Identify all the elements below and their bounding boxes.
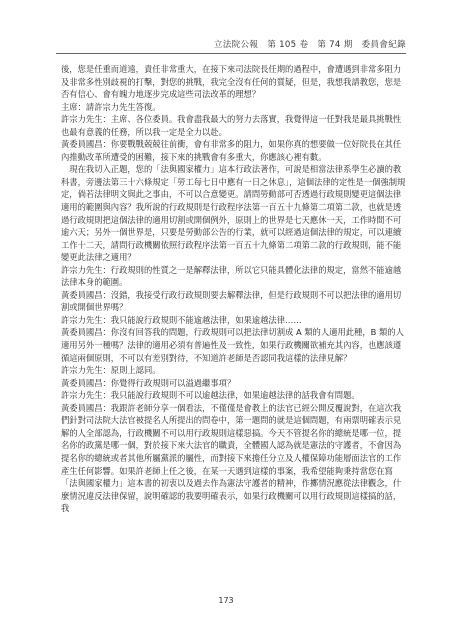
page-number: 173 [218, 596, 234, 605]
paragraph: 許宗力先生：行政規則的性質之一是解釋法律，所以它只能具體化法律的規定，當然不能逾越法律本身的範圍。 [61, 264, 402, 288]
paragraph: 許宗力先生：我只能說行政規則不可以逾越法律，如果逾越法律的話我會有問題。 [61, 390, 360, 401]
paragraph: 黃委員國昌：你沒有回答我的問題，行政規則可以把法律切割成 A 類的人適用此種，B 類的人適用另外一種嗎？法律的適用必須有普遍性及一致性，如果行政機關欲補充其內容，也應該遵循這兩個原則，不可以有差別對待，不知道許老師是否認同我這樣的法律見解？ [61, 327, 404, 363]
header-rule [56, 53, 406, 54]
paragraph: 黃委員國昌：我跟許老師分享一個看法，不僅僅是會教上的法官已經公開反覆說對，在這次我們針對司法院大法官被提名人所提出的問卷中，第一題問的就是這個問題，有兩票明確表示見解的人全部認為，行政機關不可以用行政規則這樣惡搞。今天不管提名你的總統是哪一位，提名你的政黨是哪一個，對於接下來大法官的職責，全體國人認為就是憲法的守護者，不會因為提名你的總統或者其他所屬黨派的屬性，而對接下來擔任分立及人權保障功能層面法官的工作產生任何影響。如果許老師上任之後，在某一天遇到這樣的事案，我希望能夠秉持當您在寫「法與國家權力」這本書的初衷以及過去作為憲法守護者的精神，作擲情況應從法律觀念，什麼情況違反法律保留，說明確認的我要明確表示，如果行政機關可以用行政規則這樣搞的話，我 [61, 402, 402, 514]
paragraph: 許宗力先生：主席、各位委員。我會盡我最大的努力去落實，我覺得這一任對我是最具挑戰性也最有意義的任務，所以我一定是全力以赴。 [61, 114, 402, 137]
paragraph: 黃委員國昌：你覺得行政規則可以溢過繼事項？ [61, 377, 236, 388]
paragraph: 許宗力先生：我只能說行政規則不能逾越法律，如果逾越法律…… [61, 314, 302, 325]
transcript-body [61, 63, 407, 515]
page-header: 立法院公報 第 105 卷 第 74 期 委員會紀錄 [213, 40, 406, 50]
paragraph: 主席：請許宗力先生答復。 [61, 101, 161, 112]
paragraph: 現在我切入正題，您的「法與國家權力」這本行政法著作，可說是相當法律系學生必讀的教科書，旁邊法第三十六條規定「勞工每七日中應有一日之休息」，這個法律的定性是一個強制規定，倘若法律明文與此之事由，不可以合意變更。請問勞動部可否透過行政規則變更這個法律適用的範圍與內容？我所說的行政規則是行政程序法第一百五十九條第二項第二款，也就是透過行政規則把這個法律的適用切割或開個例外，原則上的世界是七天應休一天，工作時間不可逾六天；另外一個世界是，只要是勞動部公告的行業，就可以經過這個法律的規定，可以連續工作十二天，請問行政機關依照行政程序法第一百五十九條第二項第二款的行政規則，能不能變更此法律之適用？ [61, 164, 406, 263]
paragraph: 黃委員國昌：沒錯，我接受行政行政規則要去解釋法律，但是行政規則不可以把法律的適用切割或開個世界嗎？ [61, 289, 402, 313]
paragraph: 黃委員國昌：你要戰戰兢兢往前衝，會有非常多的阻力，如果你真的想要做一位好院長在其任內推動改革所遭受的困難，接下來的挑戰會有多重大，你應該心裡有數。 [61, 139, 402, 162]
paragraph: 後，您是任重而道遠，責任非常重大，在接下來司法院長任期的過程中，會遭遇到非常多阻力及非常多性別歧視的打擊，對您的挑戰，我完全沒有任何的質疑，但是，我想我請教您，您是否有信心、會有魄力地逐步完成這些司法改革的理想？ [61, 64, 402, 100]
paragraph: 許宗力先生：原則上認同。 [61, 365, 161, 376]
